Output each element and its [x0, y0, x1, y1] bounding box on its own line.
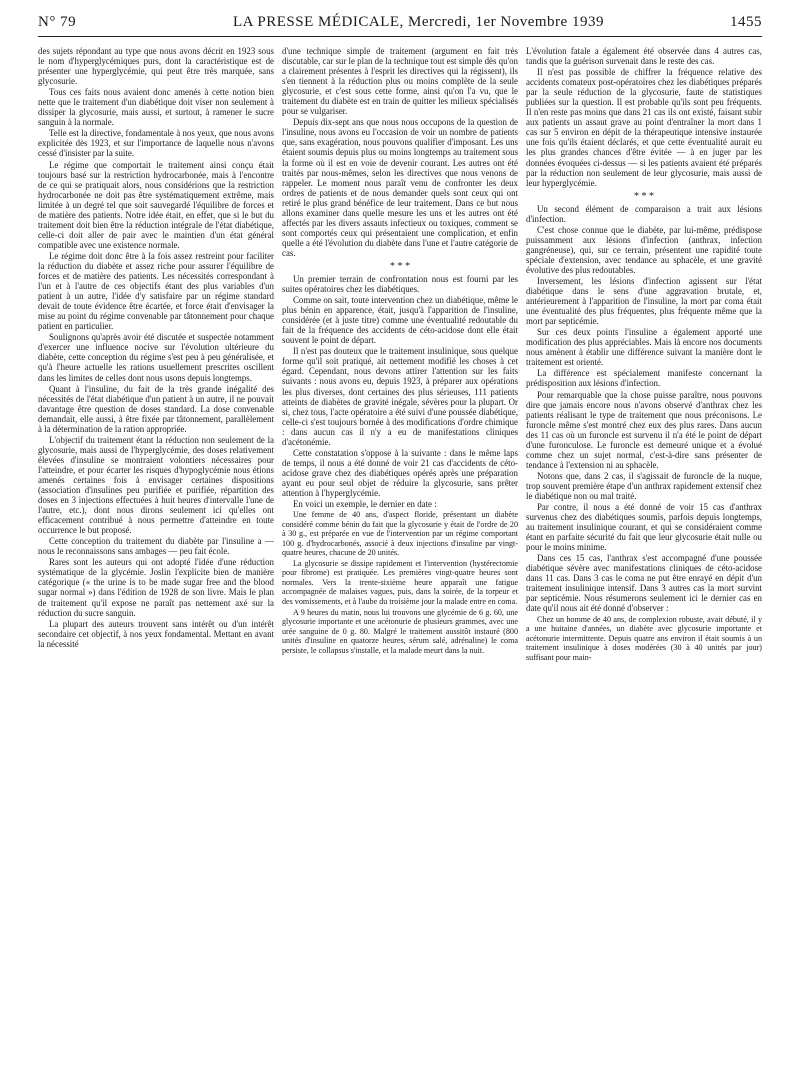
- section-separator: * * *: [390, 260, 410, 272]
- paragraph: Cette constatation s'oppose à la suivante : dans le même laps de temps, il nous a été donné de voir 21 cas d'accidents de céto-acidose grave chez des diabétiques opérés après une préparation ayant eu pour seul objet de réduire la glycosurie, sans prêter attention à l'hyperglycémie.: [282, 447, 518, 498]
- paragraph: Depuis dix-sept ans que nous nous occupons de la question de l'insuline, nous avons eu l'occasion de voir un nombre de patients que, sans exagération, nous pouvons qualifier d'imposant. Les uns étaient soumis depuis plus ou moins longtemps au traitement sous la forme où il est en voie de devenir courant. Les autres ont été traités par nous-mêmes, selon les directives que nous venons de rappeler. Le moment nous paraît venu de confronter les deux ordres de patients et de nous demander quels sont ceux qui ont retiré le plus grand bénéfice de leur traitement. Dans ce but nous allons examiner dans quelle mesure les uns et les autres ont été affectés par les divers assauts infectieux ou toxiques, comment se sont comportés ceux qui présentaient une complication, et enfin quelle a été l'évolution du diabète dans l'une et l'autre catégorie de cas.: [282, 117, 518, 258]
- paragraph: Rares sont les auteurs qui ont adopté l'idée d'une réduction systématique de la glycémie. Joslin l'explicite bien de manière catégorique (« the urine is to be made sugar free and the blood sugar normal ») dans l'édition de 1928 de son livre. Mais le plan de traitement qu'il expose ne paraît pas nettement axé sur la réduction du sucre sanguin.: [38, 557, 274, 618]
- paragraph: Dans ces 15 cas, l'anthrax s'est accompagné d'une poussée diabétique sévère avec manifestations cliniques de céto-acidose dans 11 cas. Dans 3 cas le coma ne put être enrayé en dépit d'un traitement insulinique intensif. Dans 3 autres cas la mort survint par septicémie. Nous résumerons seulement ici le dernier cas en date qu'il nous ait été donné d'observer :: [526, 553, 762, 614]
- paragraph: Par contre, il nous a été donné de voir 15 cas d'anthrax survenus chez des diabétiques soumis, parfois depuis longtemps, au traitement insulinique courant, et qui se considéraient comme étant en parfaite sécurité du fait que leur glycosurie était nulle ou pour le moins minime.: [526, 502, 762, 553]
- paragraph: Quant à l'insuline, du fait de la très grande inégalité des nécessités de l'état diabétique d'un patient à un autre, il ne pouvait davantage être question de doses standard. La dose convenable demandait, elle aussi, à être fixée par tâtonnement, parallèlement à la détermination de la ration appropriée.: [38, 383, 274, 434]
- journal-title: LA PRESSE MÉDICALE, Mercredi, 1er Novembre 1939: [233, 14, 604, 30]
- paragraph: En voici un exemple, le dernier en date :: [293, 499, 437, 510]
- column-1: [38, 46, 274, 1076]
- paragraph: L'évolution fatale a également été observée dans 4 autres cas, tandis que la guérison survenait dans le reste des cas.: [526, 46, 762, 67]
- paragraph: Il n'est pas douteux que le traitement insulinique, sous quelque forme qu'il soit pratiqué, ait nettement modifié les choses à cet égard. Cependant, nous devons attirer l'attention sur les faits suivants : nous avons eu, depuis 1923, à préparer aux opérations les plus diverses, dont certaines des plus sérieuses, 111 patients atteints de diabètes de gravité inégale, sévères pour la plupart. Or si, chez tous, l'acte opératoire a été suivi d'une poussée diabétique, celle-ci s'est toujours bornée à des modifications d'ordre chimique : dans aucun cas il n'y a eu de manifestations cliniques d'acétonémie.: [282, 346, 518, 447]
- paragraph: Un premier terrain de confrontation nous est fourni par les suites opératoires chez les diabétiques.: [282, 273, 518, 295]
- case-report: A 9 heures du matin, nous lui trouvons une glycémie de 6 g. 60, une glycosurie importante et une acétonurie de plusieurs grammes, avec une urée sanguine de 0 g. 80. Malgré le traitement aussitôt instauré (800 unités d'insuline en quatorze heures, sérum salé, adrénaline) le coma persiste, le collapsus s'installe, et la malade meurt dans la nuit.: [282, 607, 518, 655]
- paragraph: Notons que, dans 2 cas, il s'agissait de furoncle de la nuque, trop souvent première étape d'un anthrax rapidement extensif chez le diabétique non ou mal traité.: [526, 470, 762, 501]
- paragraph: Sur ces deux points l'insuline a également apporté une modification des plus appréciables. Mais là encore nos documents nous amènent à établir une différence suivant la manière dont le traitement est orienté.: [526, 327, 762, 368]
- paragraph: Un second élément de comparaison a trait aux lésions d'infection.: [526, 203, 762, 224]
- paragraph: des sujets répondant au type que nous avons décrit en 1923 sous le nom d'hyperglycémiques purs, dont la caractéristique est de présenter une hyperglycémie, qui peut être très marquée, sans glycosurie.: [38, 46, 274, 87]
- paragraph: L'objectif du traitement étant la réduction non seulement de la glycosurie, mais aussi de l'hyperglycémie, des doses relativement élevées d'insuline se montraient volontiers nécessaires pour l'atteindre, et pour écarter les risques d'hypoglycémie nous étions amenés certaines fois à envisager certaines dispositions (association d'insulines peu purifiée et purifiée, répartition des doses en 3 injections effectuées à huit heures d'intervalle l'une de l'autre, etc.), dont nous dirons seulement ici qu'elles ont efficacement contribué à nous permettre d'atteindre en toute occurrence le but proposé.: [38, 434, 274, 536]
- page-header: [38, 10, 762, 37]
- case-report: Une femme de 40 ans, d'aspect floride, présentant un diabète considéré comme bénin du fait que la glycosurie y était de l'ordre de 20 à 30 g., est préparée en vue de l'intervention par un régime comportant 100 g. d'hydrocarbonés, associé à deux injections d'insuline par vingt-quatre heures, chacune de 20 unités.: [282, 510, 518, 558]
- paragraph: Le régime que comportait le traitement ainsi conçu était toujours basé sur la restriction hydrocarbonée, mais à l'encontre de ce qui se pratiquait alors, nous considérions que la restriction hydrocarbonée ne doit pas être systématiquement extrême, mais limitée à un degré tel que soit sauvegardé l'équilibre de forces et de matière des patients. Notre idée était, en effet, que si le but du traitement doit bien être la réduction intégrale de l'état diabétique, celle-ci doit aller de pair avec le maintien d'un état général compatible avec une existence normale.: [38, 159, 274, 250]
- article-body: [38, 46, 762, 1076]
- paragraph: Telle est la directive, fondamentale à nos yeux, que nous avons explicitée dès 1923, et sur l'importance de laquelle nous n'avons cessé d'insister par la suite.: [38, 128, 274, 159]
- paragraph: Pour remarquable que la chose puisse paraître, nous pouvons dire que jamais encore nous n'avons observé d'anthrax chez les patients réalisant le type de traitement que nous préconisons. Le furoncle même s'est montré chez eux des plus rares. Dans aucun des 11 cas où un furoncle est survenu il n'a été le point de départ d'une furonculose. Le furoncle est demeuré unique et a évolué comme chez un sujet normal, c'est-à-dire sans présenter de tendance à l'extension ni au sphacèle.: [526, 389, 762, 470]
- paragraph: Soulignons qu'après avoir été discutée et suspectée notamment d'exercer une influence nocive sur l'évolution ultérieure du diabète, cette conception du régime s'est peu à peu généralisée, et qu'à l'heure actuelle les rations usuellement prescrites oscillent dans les limites de celles dont nous usons depuis longtemps.: [38, 332, 274, 383]
- case-report: La glycosurie se dissipe rapidement et l'intervention (hystérectomie pour fibrome) est pratiquée. Les premières vingt-quatre heures sont normales. Vers la trente-sixième heure apparaît une fatigue accompagnée de malaises vagues, puis, dans la soirée, de la torpeur et des vomissements, et à l'aube du troisième jour la malade entre en coma.: [282, 558, 518, 606]
- paragraph: Cette conception du traitement du diabète par l'insuline a — nous le reconnaissons sans ambages — peu fait école.: [38, 536, 274, 557]
- paragraph: Tous ces faits nous avaient donc amenés à cette notion bien nette que le traitement d'un diabétique doit viser non seulement à dissiper la glycosurie, mais aussi, et surtout, à ramener le sucre sanguin à la normale.: [38, 87, 274, 128]
- case-report: Chez un homme de 40 ans, de complexion robuste, avait débuté, il y a une huitaine d'années, un diabète avec glycosurie importante et acétonurie intermittente. Depuis quatre ans environ il était soumis à un traitement insulinique à doses modérées (30 à 40 unités par jour) suffisant pour main-: [526, 614, 762, 662]
- paragraph: Comme on sait, toute intervention chez un diabétique, même le plus bénin en apparence, était, jusqu'à l'apparition de l'insuline, considérée (et à juste titre) comme une éventualité redoutable du fait de la fréquence des accidents de céto-acidose dont elle était souvent le point de départ.: [282, 295, 518, 346]
- column-3: [526, 46, 762, 1076]
- paragraph: Il n'est pas possible de chiffrer la fréquence relative des accidents comateux post-opératoires chez les diabétiques préparés par la seule réduction de la glycosurie, faute de statistiques publiées sur la question. Il est probable qu'ils sont peu fréquents. Il n'en reste pas moins que dans 21 cas ils ont existé, faisant subir aux patients un assaut grave au point d'entraîner la mort dans 1 cas sur 5 environ en dépit de la thérapeutique intensive instaurée une fois qu'ils étaient déclarés, et que cette éventualité aurait eu les plus grandes chances d'être évitée — à en juger par les données évoquées ci-dessus — si les patients avaient été préparés par la réduction non seulement de leur glycosurie, mais aussi de leur hyperglycémie.: [526, 67, 762, 188]
- column-2: [282, 46, 518, 1076]
- section-separator: * * *: [634, 190, 654, 202]
- paragraph: La différence est spécialement manifeste concernant la prédisposition aux lésions d'infection.: [526, 368, 762, 389]
- paragraph: C'est chose connue que le diabète, par lui-même, prédispose puissamment aux lésions d'infection (anthrax, infection gangréneuse), qui, sur ce terrain, présentent une rapidité toute spéciale d'extension, avec tendance au sphacèle, et une gravité évolutive des plus redoutables.: [526, 224, 762, 275]
- issue-number: N° 79: [38, 14, 77, 30]
- paragraph: La plupart des auteurs trouvent sans intérêt ou d'un intérêt secondaire cet objectif, à nos yeux fondamental. Mettant en avant la nécessité: [38, 618, 274, 649]
- page-number: 1455: [730, 14, 762, 30]
- paragraph: d'une technique simple de traitement (argument en fait très discutable, car sur le plan de la technique tout est simple dès qu'on a clairement présentes à l'esprit les directives qui la régissent), ils s'en tiennent à la réduction plus ou moins complète de la seule glycosurie, et c'est sous cette forme, ainsi qu'on l'a vu, que le traitement du diabète est en train de quitter les milieux spécialisés pour se vulgariser.: [282, 46, 518, 117]
- paragraph: Inversement, les lésions d'infection agissent sur l'état diabétique dans le sens d'une aggravation brutale, et, antérieurement à l'apparition de l'insuline, la mort par coma était une éventualité des plus fréquentes, plus fréquente même que la mort par septicémie.: [526, 275, 762, 327]
- paragraph: Le régime doit donc être à la fois assez restreint pour faciliter la réduction du diabète et assez riche pour assurer l'équilibre de forces et de matière des patients. Les nécessités correspondant à l'un et à l'autre de ces objectifs étant des plus variables d'un patient à un autre, l'idée d'y satisfaire par un régime standard devait de toute évidence être écartée, et force était d'envisager la mise au point du régime convenable par tâtonnement pour chaque patient en particulier.: [38, 250, 274, 332]
